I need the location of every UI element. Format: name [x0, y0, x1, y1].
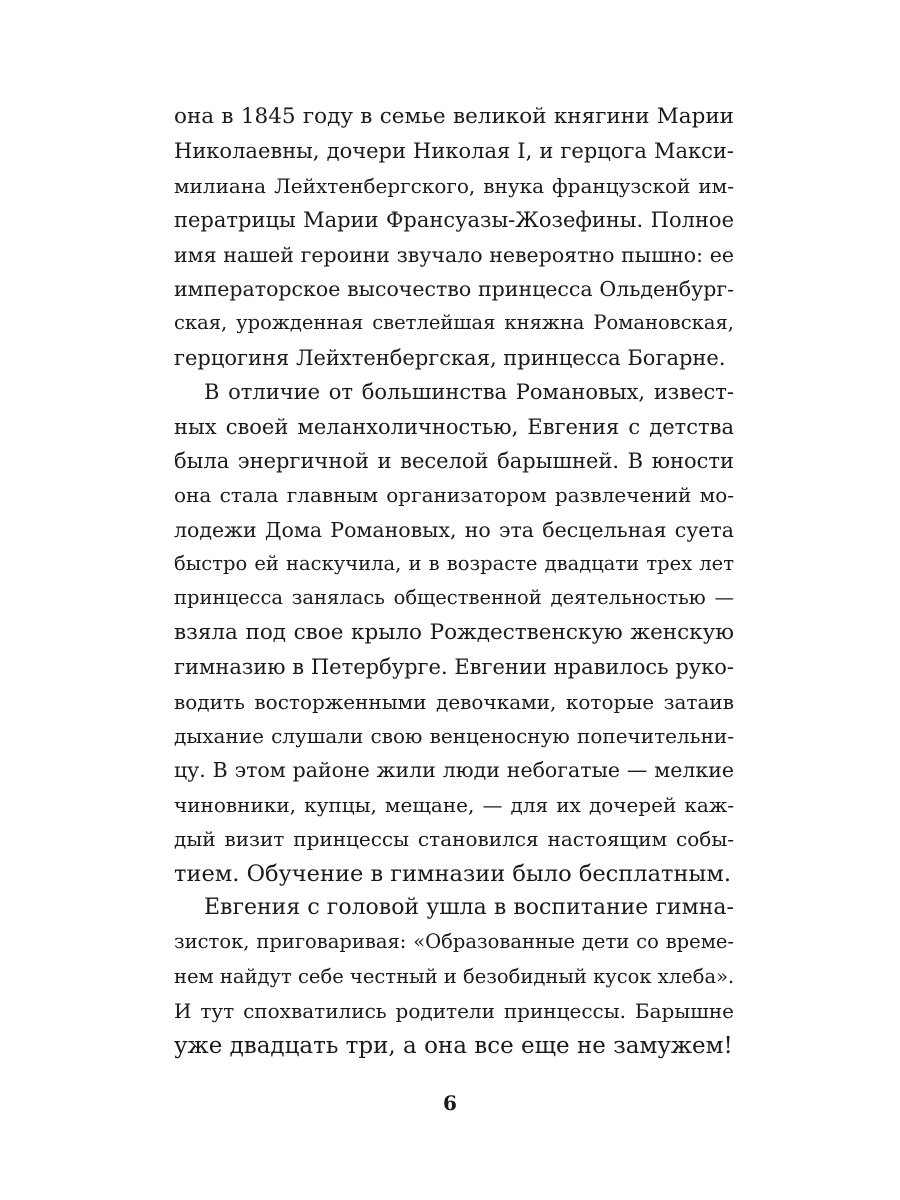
- text-line: Николаевны, дочери Николая I, и герцога Макси-: [174, 139, 734, 164]
- page-number: 6: [443, 1091, 457, 1115]
- paragraph-1: [174, 100, 734, 375]
- text-line: дый визит принцессы становился настоящим собы-: [174, 827, 734, 852]
- body-text: [174, 100, 734, 1063]
- text-line: ператрицы Марии Франсуазы-Жозефины. Полное: [174, 208, 734, 233]
- text-line: гимназию в Петербурге. Евгении нравилось руко-: [174, 655, 734, 680]
- text-line: она стала главным организатором развлечений мо-: [174, 483, 734, 508]
- text-line: взяла под свое крыло Рождественскую женскую: [174, 619, 734, 645]
- text-line: ская, урожденная светлейшая княжна Романовская,: [174, 311, 734, 335]
- text-line: быстро ей наскучила, и в возрасте двадцати трех лет: [174, 552, 734, 576]
- text-line: зисток, приговаривая: «Образованные дети со време-: [174, 930, 734, 954]
- text-line: имя нашей героини звучало невероятно пышно: ее: [174, 242, 734, 267]
- text-line: лодежи Дома Романовых, но эта бесцельная суета: [174, 517, 734, 542]
- text-line: чиновники, купцы, мещане, — для их дочерей каж-: [174, 792, 734, 817]
- text-line: И тут спохватились родители принцессы. Барышне: [174, 999, 734, 1024]
- text-line: ных своей меланхоличностью, Евгения с детства: [174, 414, 734, 439]
- text-line: она в 1845 году в семье великой княгини Марии: [174, 104, 734, 129]
- text-line: герцогиня Лейхтенбергская, принцесса Богарне.: [174, 345, 726, 370]
- text-line: дыхание слушали свою венценосную попечительни-: [174, 724, 734, 749]
- paragraph-2: [174, 375, 734, 891]
- text-line: водить восторженными девочками, которые затаив: [174, 689, 734, 714]
- text-line: тием. Обучение в гимназии было бесплатным.: [174, 860, 731, 887]
- text-line: В отличие от большинства Романовых, извест-: [204, 380, 734, 405]
- text-line: милиана Лейхтенбергского, внука французской им-: [174, 173, 734, 198]
- text-line: принцесса занялась общественной деятельностью —: [174, 586, 734, 610]
- text-line: Евгения с головой ушла в воспитание гимна-: [204, 894, 734, 920]
- text-line: императорское высочество принцесса Ольденбург-: [174, 276, 734, 301]
- text-line: нем найдут себе честный и безобидный кусок хлеба».: [174, 964, 735, 988]
- paragraph-3: [174, 891, 734, 1063]
- text-line: уже двадцать три, а она все еще не замужем!: [174, 1032, 733, 1059]
- text-line: цу. В этом районе жили люди небогатые — мелкие: [174, 758, 734, 783]
- text-line: была энергичной и веселой барышней. В юности: [174, 448, 734, 473]
